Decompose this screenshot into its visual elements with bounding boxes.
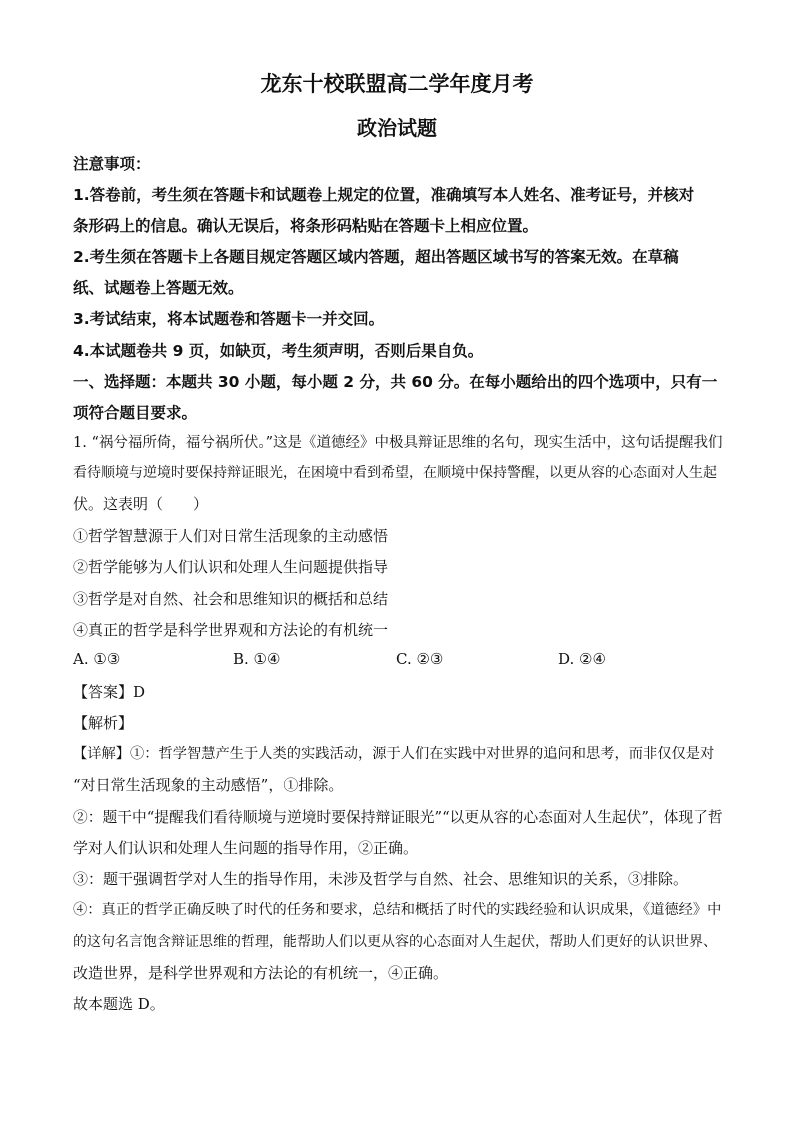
statement-item: ②哲学能够为人们认识和处理人生问题提供指导	[73, 558, 389, 576]
notice-line: 1.答卷前，考生须在答题卡和试题卷上规定的位置，准确填写本人姓名、准考证号，并核对	[73, 186, 695, 204]
question-stem: 伏。这表明（ ）	[73, 495, 209, 513]
detail-line: 改造世界，是科学世界观和方法论的有机统一，④正确。	[73, 964, 449, 982]
answer-line: 【答案】D	[73, 683, 146, 701]
exam-title: 龙东十校联盟高二学年度月考	[260, 72, 534, 96]
detail-line: ④：真正的哲学正确反映了时代的任务和要求，总结和概括了时代的实践经验和认识成果，《道德经》中	[73, 902, 722, 918]
detail-line: ②：题干中“提醒我们看待顺境与逆境时要保持辩证眼光”“以更从容的心态面对人生起伏”，体现了哲	[73, 809, 723, 826]
detail-line: 的这句名言饱含辩证思维的哲理，能帮助人们以更从容的心态面对人生起伏，帮助人们更好的认识世界、	[73, 934, 717, 950]
detail-line: 【详解】①：哲学智慧产生于人类的实践活动，源于人们在实践中对世界的追问和思考，而非仅仅是对	[73, 746, 715, 762]
question-stem: 看待顺境与逆境时要保持辩证眼光，在困境中看到希望，在顺境中保持警醒，以更从容的心态面对人生起	[73, 465, 717, 481]
option-d: D. ②④	[558, 650, 606, 668]
section-heading: 项符合题目要求。	[73, 404, 198, 422]
analysis-label: 【解析】	[73, 714, 134, 732]
statement-item: ①哲学智慧源于人们对日常生活现象的主动感悟	[73, 527, 389, 545]
option-a: A. ①③	[73, 650, 121, 668]
notice-heading: 注意事项：	[73, 155, 151, 173]
option-c: C. ②③	[396, 650, 444, 668]
detail-line: 学对人们认识和处理人生问题的指导作用，②正确。	[73, 839, 419, 857]
notice-line: 纸、试题卷上答题无效。	[73, 279, 244, 297]
option-b: B. ①④	[233, 650, 281, 668]
statement-item: ④真正的哲学是科学世界观和方法论的有机统一	[73, 621, 389, 639]
notice-line: 3.考试结束，将本试题卷和答题卡一并交回。	[73, 310, 385, 328]
detail-line: “对日常生活现象的主动感悟”，①排除。	[73, 776, 344, 794]
notice-line: 4.本试题卷共 9 页，如缺页，考生须声明，否则后果自负。	[73, 342, 484, 360]
detail-line: 故本题选 D。	[73, 995, 165, 1013]
notice-line: 2.考生须在答题卡上各题目规定答题区域内答题，超出答题区域书写的答案无效。在草稿	[73, 248, 679, 266]
detail-line: ③：题干强调哲学对人生的指导作用，未涉及哲学与自然、社会、思维知识的关系，③排除。	[73, 870, 689, 888]
question-stem: 1. “祸兮福所倚，福兮祸所伏。”这是《道德经》中极具辩证思维的名句，现实生活中，这句话提醒我们	[73, 435, 723, 451]
exam-subtitle: 政治试题	[357, 116, 437, 140]
statement-item: ③哲学是对自然、社会和思维知识的概括和总结	[73, 590, 389, 608]
section-heading: 一、选择题：本题共 30 小题，每小题 2 分，共 60 分。在每小题给出的四个选项中，只有一	[73, 373, 718, 391]
notice-line: 条形码上的信息。确认无误后，将条形码粘贴在答题卡上相应位置。	[73, 217, 539, 235]
